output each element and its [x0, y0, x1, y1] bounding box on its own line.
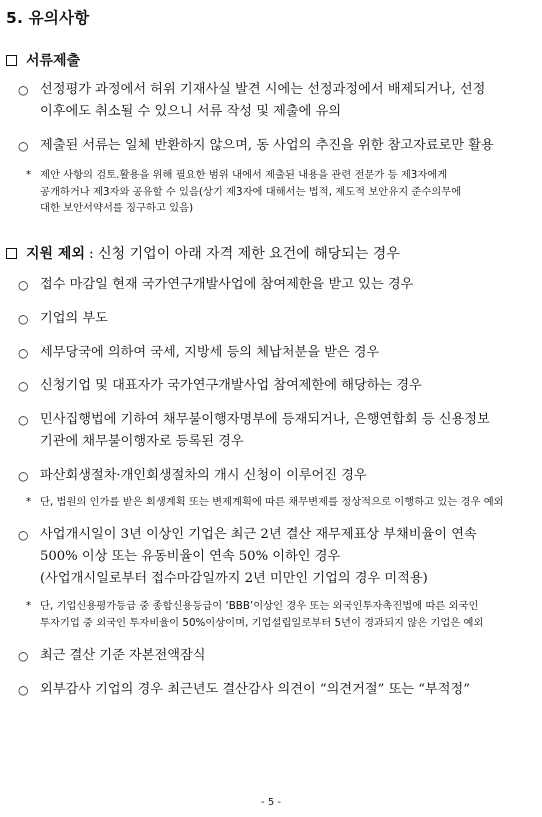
- circle-bullet-icon: ○: [18, 278, 29, 292]
- circle-bullet-icon: ○: [18, 683, 29, 697]
- asterisk-icon: *: [26, 169, 32, 181]
- circle-bullet-icon: ○: [18, 528, 29, 542]
- circle-bullet-icon: ○: [18, 379, 29, 393]
- circle-bullet-icon: ○: [18, 83, 29, 97]
- list-item: ○ 선정평가 과정에서 허위 기재사실 발견 시에는 선정과정에서 배제되거나, 선정 이후에도 취소될 수 있으니 서류 작성 및 제출에 유의: [18, 79, 534, 123]
- circle-bullet-icon: ○: [18, 139, 29, 153]
- list-item: ○ 최근 결산 기준 자본전액잠식: [18, 645, 534, 667]
- footnote: * 단, 기업신용평가등급 중 종합신용등급이 ‘BBB’이상인 경우 또는 외국인투자촉진법에 따른 외국인 투자기업 중 외국인 투자비율이 50%이상이며, 기업설립일로부터 5년이 경과되지 않은 기업은 예외: [26, 600, 484, 629]
- list-item: ○ 접수 마감일 현재 국가연구개발사업에 참여제한을 받고 있는 경우: [18, 274, 534, 296]
- circle-bullet-icon: ○: [18, 649, 29, 663]
- footnote: * 제안 사항의 검토.활용을 위해 필요한 범위 내에서 제출된 내용을 관련 전문가 등 제3자에게 공개하거나 제3자와 공유할 수 있음(상기 제3자에 대해서는 법적, 제도적 보안유지 준수의무에 대한 보안서약서를 징구하고 있음): [26, 169, 462, 214]
- list-item: ○ 민사집행법에 기하여 채무불이행자명부에 등재되거나, 은행연합회 등 신용정보 기관에 채무불이행자로 등록된 경우: [18, 409, 534, 453]
- section-documents: [6, 50, 80, 70]
- section-title: 서류제출: [26, 53, 81, 69]
- circle-bullet-icon: ○: [18, 312, 29, 326]
- circle-bullet-icon: ○: [18, 469, 29, 483]
- section-heading: 5. 유의사항: [6, 9, 90, 27]
- list-item: ○ 사업개시일이 3년 이상인 기업은 최근 2년 결산 재무제표상 부채비율이 연속 500% 이상 또는 유동비율이 연속 50% 이하인 경우 (사업개시일로부터 접수마감일까지 2년 미만인 기업의 경우 미적용): [18, 524, 534, 590]
- page-number: - 5 -: [261, 797, 281, 808]
- list-item: ○ 제출된 서류는 일체 반환하지 않으며, 동 사업의 추진을 위한 참고자료로만 활용: [18, 135, 534, 157]
- list-item: ○ 파산회생절차·개인회생절차의 개시 신청이 이루어진 경우: [18, 465, 534, 487]
- footnote: * 단, 법원의 인가를 받은 회생계획 또는 변제계획에 따른 채무변제를 정상적으로 이행하고 있는 경우 예외: [26, 494, 536, 511]
- square-bullet-icon: [6, 248, 17, 259]
- list-item: ○ 세무당국에 의하여 국세, 지방세 등의 체납처분을 받은 경우: [18, 342, 534, 364]
- list-item: ○ 외부감사 기업의 경우 최근년도 결산감사 의견이 “의견거절” 또는 “부적정”: [18, 679, 534, 701]
- circle-bullet-icon: ○: [18, 413, 29, 427]
- asterisk-icon: *: [26, 496, 32, 508]
- section-subtitle: : 신청 기업이 아래 자격 제한 요건에 해당되는 경우: [88, 246, 400, 262]
- section-exclusion: [6, 243, 400, 263]
- asterisk-icon: *: [26, 600, 32, 612]
- section-title: 지원 제외: [26, 246, 85, 262]
- list-item: ○ 신청기업 및 대표자가 국가연구개발사업 참여제한에 해당하는 경우: [18, 375, 534, 397]
- list-item: ○ 기업의 부도: [18, 308, 534, 330]
- square-bullet-icon: [6, 55, 17, 66]
- circle-bullet-icon: ○: [18, 346, 29, 360]
